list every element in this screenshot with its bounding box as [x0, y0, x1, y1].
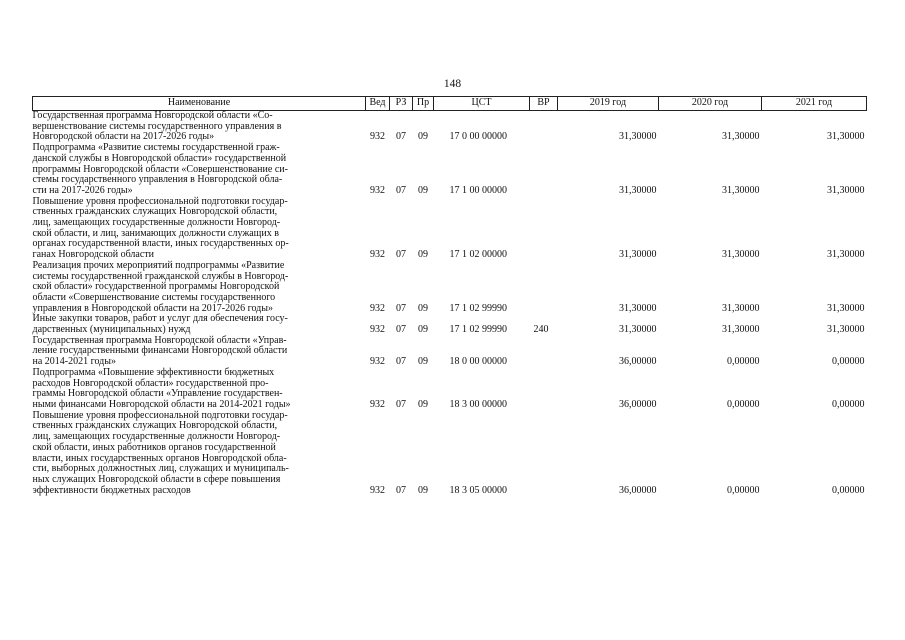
row-2019: 31,30000	[619, 131, 657, 143]
row-vr	[530, 197, 558, 261]
table-row	[33, 314, 867, 335]
row-name-line: программы Новгородской области «Совершенствование си-	[32, 163, 288, 175]
row-rz: 07	[396, 356, 406, 368]
header-pr: Пр	[413, 97, 434, 111]
row-name-line: на 2014-2021 годы»	[32, 356, 116, 368]
row-ved: 932	[370, 302, 385, 314]
row-2019: 36,00000	[619, 398, 657, 410]
row-pr: 09	[418, 249, 428, 261]
row-name-line: дарственных (муниципальных) нужд	[32, 324, 191, 336]
row-2019: 31,30000	[619, 302, 657, 314]
header-2019: 2019 год	[558, 97, 659, 111]
row-2020: 0,00000	[727, 484, 760, 496]
row-name-line: власти, иных государственных органов Новгородской обла-	[32, 452, 287, 464]
row-name-line: стемы государственного управления в Новгородской обла-	[32, 174, 283, 186]
row-name-line: ской области, иных работников органов государственной	[32, 441, 276, 453]
row-2019: 31,30000	[619, 184, 657, 196]
row-cst: 18 0 00 00000	[449, 356, 507, 368]
row-name-line: ными финансами Новгородской области на 2014-2021 годы»	[32, 398, 291, 410]
row-2020: 31,30000	[722, 131, 760, 143]
row-pr: 09	[418, 484, 428, 496]
table-body	[33, 111, 867, 497]
row-vr	[530, 261, 558, 315]
row-rz: 07	[396, 249, 406, 261]
table-row	[33, 411, 867, 497]
row-2021: 0,00000	[832, 356, 865, 368]
row-2021: 31,30000	[827, 131, 865, 143]
table-row	[33, 368, 867, 411]
row-2021: 31,30000	[827, 324, 865, 336]
row-name-line: расходов Новгородской области» государственной про-	[32, 377, 269, 389]
row-name-line: Повышение уровня профессиональной подготовки государ-	[32, 409, 288, 421]
row-ved: 932	[370, 184, 385, 196]
row-ved: 932	[370, 356, 385, 368]
row-2021: 31,30000	[827, 184, 865, 196]
row-name	[33, 111, 366, 144]
row-pr: 09	[418, 398, 428, 410]
row-ved: 932	[370, 324, 385, 336]
row-name-line: ных служащих Новгородской области в сфере повышения	[32, 473, 281, 485]
row-name-line: лиц, замещающих государственные должности Новгород-	[32, 431, 281, 443]
row-2020: 31,30000	[722, 302, 760, 314]
row-rz: 07	[396, 302, 406, 314]
header-name: Наименование	[33, 97, 366, 111]
table-row	[33, 143, 867, 197]
row-2020: 31,30000	[722, 184, 760, 196]
row-rz: 07	[396, 184, 406, 196]
row-vr	[530, 143, 558, 197]
row-name-line: Государственная программа Новгородской области «Со-	[32, 110, 273, 121]
row-pr: 09	[418, 184, 428, 196]
row-name	[33, 368, 366, 411]
row-2019: 36,00000	[619, 484, 657, 496]
page-number: 148	[443, 78, 462, 90]
row-name-line: ской области, и лиц, занимающих должности служащих в	[32, 227, 279, 239]
row-name-line: ганах Новгородской области	[32, 249, 154, 261]
row-vr	[530, 336, 558, 368]
row-name-line: лиц, замещающих государственные должности Новгород-	[32, 217, 281, 229]
row-name-line: управления в Новгородской области на 2017-2026 годы»	[32, 302, 273, 314]
header-rz: РЗ	[390, 97, 413, 111]
row-name-line: ственных гражданских служащих Новгородской области,	[32, 206, 278, 218]
row-ved: 932	[370, 131, 385, 143]
row-cst: 17 1 02 99990	[449, 302, 507, 314]
header-cst: ЦСТ	[434, 97, 530, 111]
row-2020: 31,30000	[722, 249, 760, 261]
budget-table	[32, 96, 867, 496]
row-name-line: эффективности бюджетных расходов	[32, 484, 191, 496]
row-2020: 31,30000	[722, 324, 760, 336]
row-pr: 09	[418, 131, 428, 143]
row-2019: 31,30000	[619, 324, 657, 336]
row-vr	[530, 368, 558, 411]
table-row	[33, 261, 867, 315]
row-name-line: ление государственными финансами Новгородской области	[32, 345, 288, 357]
row-name	[33, 411, 366, 497]
row-2021: 31,30000	[827, 249, 865, 261]
row-vr: 240	[533, 324, 549, 336]
row-2021: 31,30000	[827, 302, 865, 314]
row-2019: 36,00000	[619, 356, 657, 368]
table-row	[33, 111, 867, 144]
header-2020: 2020 год	[659, 97, 762, 111]
row-vr	[530, 111, 558, 144]
row-rz: 07	[396, 398, 406, 410]
row-name-line: системы государственной гражданской службы в Новгород-	[32, 270, 289, 282]
row-rz: 07	[396, 484, 406, 496]
row-name	[33, 143, 366, 197]
row-name-line: Реализация прочих мероприятий подпрограммы «Развитие	[32, 259, 285, 271]
header-ved: Вед	[366, 97, 390, 111]
row-rz: 07	[396, 131, 406, 143]
row-pr: 09	[418, 356, 428, 368]
row-name	[33, 261, 366, 315]
row-cst: 17 1 02 00000	[449, 249, 507, 261]
header-vr: ВР	[530, 97, 558, 111]
row-name-line: Государственная программа Новгородской области «Управ-	[32, 334, 287, 346]
row-name-line: области «Совершенствование системы государственного	[32, 291, 276, 303]
row-ved: 932	[370, 398, 385, 410]
row-name-line: Подпрограмма «Повышение эффективности бюджетных	[32, 366, 275, 378]
row-ved: 932	[370, 484, 385, 496]
row-2020: 0,00000	[727, 398, 760, 410]
row-pr: 09	[418, 302, 428, 314]
row-name-line: ственных гражданских служащих Новгородской области,	[32, 420, 278, 432]
row-name	[33, 197, 366, 261]
row-name-line: органах государственной власти, иных государственных ор-	[32, 238, 289, 250]
row-2021: 0,00000	[832, 484, 865, 496]
header-2021: 2021 год	[762, 97, 867, 111]
row-ved: 932	[370, 249, 385, 261]
table-header	[33, 97, 867, 111]
row-2021: 0,00000	[832, 398, 865, 410]
row-name-line: Повышение уровня профессиональной подготовки государ-	[32, 195, 288, 207]
row-2020: 0,00000	[727, 356, 760, 368]
row-name-line: ской области» государственной программы Новгородской	[32, 281, 280, 293]
row-cst: 18 3 05 00000	[449, 484, 507, 496]
row-name-line: Новгородской области на 2017-2026 годы»	[32, 131, 215, 143]
row-cst: 17 1 00 00000	[449, 184, 507, 196]
table-row	[33, 197, 867, 261]
row-rz: 07	[396, 324, 406, 336]
row-vr	[530, 411, 558, 497]
row-name-line: сти, выборных должностных лиц, служащих и муниципаль-	[32, 463, 289, 475]
row-2019: 31,30000	[619, 249, 657, 261]
row-name-line: Подпрограмма «Развитие системы государственной граж-	[32, 142, 280, 154]
row-name-line: данской службы в Новгородской области» государственной	[32, 152, 287, 164]
row-name-line: сти на 2017-2026 годы»	[32, 184, 133, 196]
row-name	[33, 336, 366, 368]
row-name	[33, 314, 366, 335]
table-row	[33, 336, 867, 368]
row-cst: 17 1 02 99990	[449, 324, 507, 336]
row-name-line: вершенствование системы государственного управления в	[32, 120, 282, 132]
row-cst: 18 3 00 00000	[449, 398, 507, 410]
row-name-line: граммы Новгородской области «Управление государствен-	[32, 388, 283, 400]
row-cst: 17 0 00 00000	[449, 131, 507, 143]
row-pr: 09	[418, 324, 428, 336]
row-name-line: Иные закупки товаров, работ и услуг для обеспечения госу-	[32, 313, 288, 325]
